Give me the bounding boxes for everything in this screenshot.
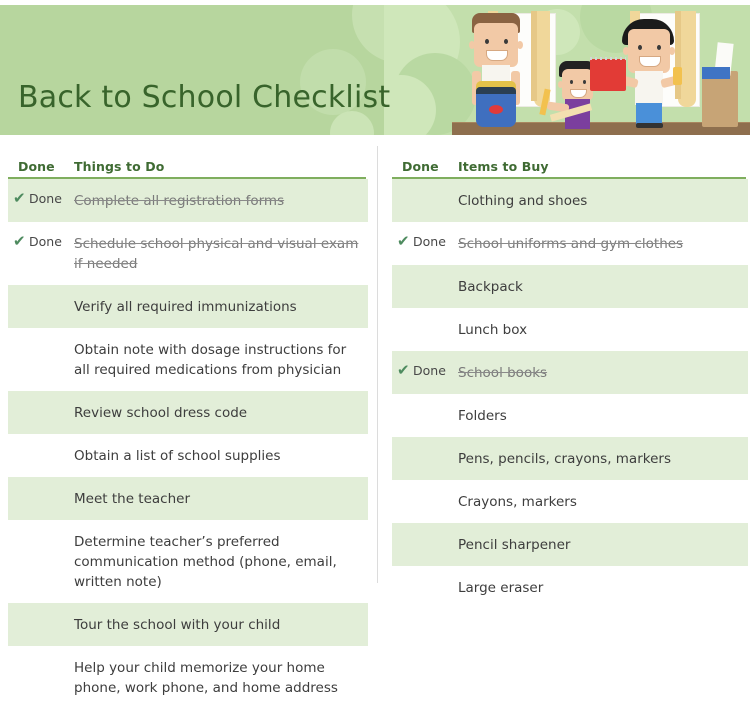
- done-label: Done: [413, 234, 446, 249]
- check-icon: ✔: [397, 361, 410, 379]
- cell-task: Help your child memorize your home phone, work phone, and home address: [74, 660, 338, 696]
- curtain-icon: [675, 11, 681, 99]
- cell-task: School uniforms and gym clothes: [458, 236, 684, 252]
- cell-done[interactable]: [8, 222, 70, 249]
- table-row[interactable]: [8, 328, 368, 391]
- cell-done[interactable]: [8, 646, 70, 658]
- cell-done[interactable]: [8, 434, 70, 446]
- table-row[interactable]: [392, 222, 748, 265]
- table-row[interactable]: [8, 603, 368, 646]
- table-header-row: [8, 140, 368, 174]
- checklist-content: [0, 140, 756, 696]
- cell-task: Determine teacher’s preferred communication method (phone, email, written note): [74, 534, 337, 590]
- curtain-icon: [531, 11, 537, 101]
- cell-done[interactable]: [392, 222, 454, 249]
- table-row[interactable]: [392, 566, 748, 609]
- cell-done[interactable]: [392, 308, 454, 320]
- cell-task: Large eraser: [458, 580, 544, 596]
- table-row[interactable]: [392, 179, 748, 222]
- check-icon: ✔: [13, 189, 26, 207]
- table-row[interactable]: [392, 265, 748, 308]
- column-things-to-do: [0, 140, 378, 696]
- table-row[interactable]: [392, 523, 748, 566]
- cell-task: Crayons, markers: [458, 494, 577, 510]
- column-header-done: Done: [402, 159, 439, 174]
- cell-done[interactable]: [392, 351, 454, 378]
- page-title: Back to School Checklist: [18, 80, 391, 115]
- cell-task: Clothing and shoes: [458, 193, 588, 209]
- table-row[interactable]: [392, 480, 748, 523]
- table-row[interactable]: [8, 179, 368, 222]
- table-body-items-to-buy: [392, 179, 748, 609]
- table-row[interactable]: [8, 391, 368, 434]
- table-row[interactable]: [8, 520, 368, 603]
- table-body-things-to-do: [8, 179, 368, 709]
- cell-task: Backpack: [458, 279, 523, 295]
- table-row[interactable]: [8, 477, 368, 520]
- cell-done[interactable]: [392, 523, 454, 535]
- cell-task: Lunch box: [458, 322, 528, 338]
- check-icon: ✔: [397, 232, 410, 250]
- book-icon: [702, 67, 730, 79]
- done-label: Done: [413, 363, 446, 378]
- paper-bag-icon: [702, 71, 738, 127]
- column-header-task: Items to Buy: [458, 159, 549, 174]
- table-row[interactable]: [392, 437, 748, 480]
- cell-done[interactable]: [8, 179, 70, 206]
- cell-task: Meet the teacher: [74, 491, 190, 507]
- cell-done[interactable]: [8, 603, 70, 615]
- cell-task: Complete all registration forms: [74, 193, 285, 209]
- cell-task: Folders: [458, 408, 507, 424]
- column-items-to-buy: [378, 140, 756, 596]
- cell-done[interactable]: [392, 437, 454, 449]
- done-label: Done: [29, 191, 62, 206]
- table-row[interactable]: [392, 351, 748, 394]
- cell-done[interactable]: [392, 265, 454, 277]
- cell-task: Pens, pencils, crayons, markers: [458, 451, 671, 467]
- done-label: Done: [29, 234, 62, 249]
- cell-done[interactable]: [392, 179, 454, 191]
- check-icon: ✔: [13, 232, 26, 250]
- cell-done[interactable]: [392, 394, 454, 406]
- cell-done[interactable]: [392, 480, 454, 492]
- cell-task: Schedule school physical and visual exam if needed: [74, 236, 359, 272]
- table-row[interactable]: [8, 285, 368, 328]
- cell-done[interactable]: [392, 566, 454, 578]
- highlighter-icon: [673, 67, 682, 85]
- column-header-task: Things to Do: [74, 159, 165, 174]
- notebook-icon: [590, 59, 626, 91]
- cell-task: Review school dress code: [74, 405, 248, 421]
- cell-done[interactable]: [8, 391, 70, 403]
- table-row[interactable]: [8, 646, 368, 709]
- cell-done[interactable]: [8, 328, 70, 340]
- header-illustration: [384, 5, 750, 135]
- cell-done[interactable]: [8, 520, 70, 532]
- cell-task: Obtain note with dosage instructions for all required medications from physician: [74, 342, 347, 378]
- page-header: [0, 0, 756, 140]
- table-row[interactable]: [8, 222, 368, 285]
- column-header-done: Done: [18, 159, 55, 174]
- cell-task: Pencil sharpener: [458, 537, 571, 553]
- cell-done[interactable]: [8, 477, 70, 489]
- table-header-row: [392, 140, 748, 174]
- cell-task: Tour the school with your child: [74, 617, 281, 633]
- table-row[interactable]: [392, 308, 748, 351]
- table-row[interactable]: [392, 394, 748, 437]
- cell-task: School books: [458, 365, 548, 381]
- cell-task: Verify all required immunizations: [74, 299, 297, 315]
- cell-task: Obtain a list of school supplies: [74, 448, 281, 464]
- table-row[interactable]: [8, 434, 368, 477]
- cell-done[interactable]: [8, 285, 70, 297]
